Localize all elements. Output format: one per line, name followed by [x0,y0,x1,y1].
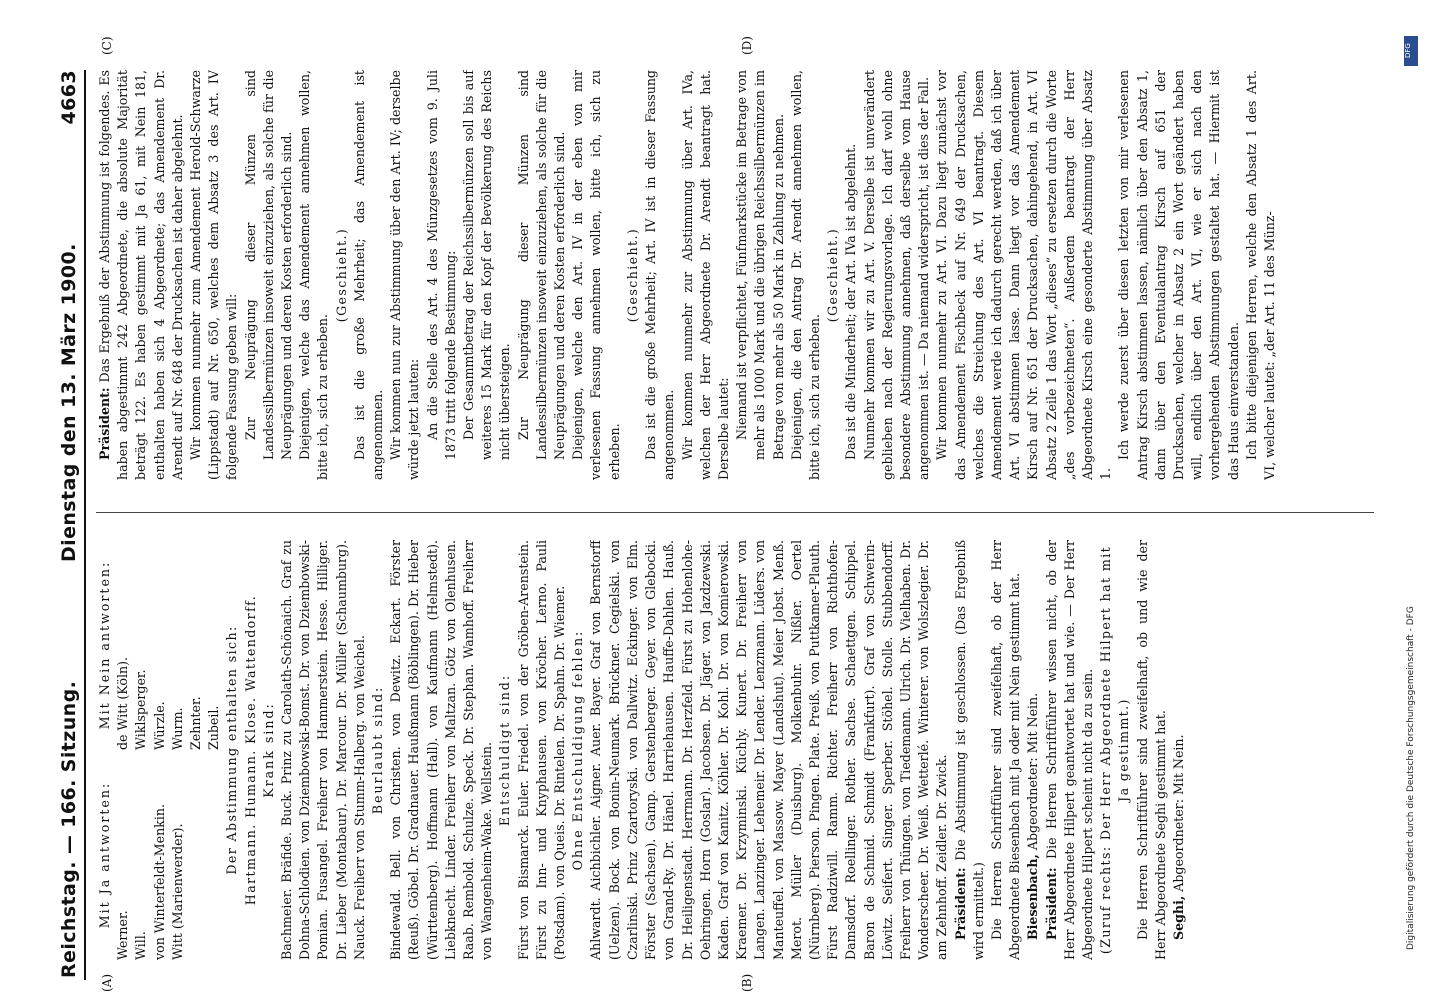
no-name: Würzle. [151,701,167,750]
no-list [96,540,223,750]
speaker: Seghi, [1170,895,1186,940]
page-header [40,70,80,978]
paragraph [1170,540,1188,960]
no-name: Zehnter. [188,696,204,750]
yes-name: Will. [133,931,149,960]
sick-names: Bachmeier. Bräfide. Buck. Prinz zu Carolath-Schönaich. Graf zu Dohna-Schlodien. von Dziembowski-Bomst. Dr. von Dziembowski-Pomian. Fusangel. Freiherr von Hammerstein. Hesse. Hilliger. Dr. Lieber (Montabaur). Dr. Marcour. Dr. Müller (Schaumburg). Nauck. Freiherr von Stumm-Halberg. von Weichel. [279,540,367,960]
dfg-sidebar [1390,30,1430,970]
paragraph: Diejenigen, die den Antrag Dr. Arendt annehmen wollen, bitte ich, sich zu erheben. [788,70,822,480]
paragraph: Wir kommen nunmehr zum Amendement Herold-Schwarze (Lippstadt) auf Nr. 650, welches dem Absatz 3 des Art. IV folgende Fassung geben will: [188,70,240,480]
paragraph-text: Abgeordneter: Mit Nein. [1025,692,1041,851]
header-rule [84,70,86,980]
no-name: Wurm. [169,707,185,750]
excused-title: Entschuldigt sind: [497,673,513,827]
paragraph: Wir kommen nunmehr zu Art. VI. Dazu liegt zunächst vor das Amendement Fischbeck auf Nr. 649 der Drucksachen, welches die Streichung des Art. VI beantragt. Diesem Amendement werde ich dadurch gerecht werden, daß ich über Art. VI abstimmen lasse. Dann liegt vor das Amendement Kirsch auf Nr. 651 der Drucksachen, dahingehend, in Art. VI Absatz 2 Zeile 1 das Wort „dieses“ zu ersetzen durch die Worte „des vorbezeichneten“. Außerdem beantragt der Herr Abgeordnete Kirsch eine gesonderte Abstimmung über Absatz 1. [934,70,1114,480]
yes-list [96,750,223,960]
paragraph: Wir kommen nun zur Abstimmung über den Art. IV; derselbe würde jetzt lauten: [388,70,422,480]
paragraph [952,540,988,960]
yes-name: Werner. [115,910,131,960]
leave-title: Beurlaubt sind: [370,685,386,815]
quoted-text: An die Stelle des Art. 4 des Münzgesetzes vom 9. Juli 1873 tritt folgende Bestimmung: [424,70,458,460]
paragraph-text: Die Abstimmung ist geschlossen. (Das Ergebniß wird ermittelt.) [952,540,986,960]
paragraph: Die Herren Schriftführer sind zweifelhaft, ob der Herr Abgeordnete Biesenbach mit Ja oder mit Nein gestimmt hat. [988,540,1023,960]
marker-a: (A) [100,973,114,992]
no-name: Wiklsperger. [133,669,149,750]
paragraph: Ich werde zuerst über diesen letzten von mir verlesenen Antrag Kirsch abstimmen lassen, nämlich über den Absatz 1, dann über den Eventualantrag Kirsch auf 651 der Drucksachen, welcher in Absatz 2 ein Wort geändert haben will, endlich über den Art. VI, wie er sich nach den vorhergehenden Abstimmungen gestaltet hat. — Hiermit ist das Haus einverstanden. [1116,70,1241,480]
paragraph: Das ist die große Mehrheit; Art. IV ist in dieser Fassung angenommen. [643,70,677,480]
excused-names: Fürst von Bismarck. Euler. Friedel. von der Gröben-Arenstein. Fürst zu Inn- und Knyphausen. von Kröcher. Lerno. Pauli (Potsdam). von Queis. Dr. Rintelen. Dr. Spahn. Dr. Wiemer. [515,540,568,960]
speaker: Biesenbach, [1025,854,1041,940]
speaker: Präsident: [97,387,112,460]
leave-names: Bindewald. Bell. von Christen. von Dewitz. Eckart. Förster (Reuß). Göbel. Dr. Gradnauer. Haußmann (Böblingen). Dr. Hieber (Württemberg). Hoffmann (Hall). von Kaufmann (Helmstedt). Liebknecht. Linder. Freiherr von Maltzan. Götz von Olenhusen. Raab. Rembold. Schulze. Speck. Dr. Stephan. Wamhoff. Freiherr von Wangenheim-Wake. Wellstein. [388,540,495,960]
quoted-text: Niemand ist verpflichtet, Fünfmarkstücke im Betrage von mehr als 1000 Mark und die übrigen Reichssilbermünzen im Betrage von mehr als 50 Mark in Zahlung zu nehmen. [734,70,786,460]
paragraph [1024,540,1042,960]
dfg-logo: DFG [1404,36,1418,66]
paragraph: Ich bitte diejenigen Herren, welche den Absatz 1 des Art. VI, welcher lautet: „der Art. 11 des Münz- [1243,70,1277,480]
paragraph: (Geschieht.) [624,227,640,323]
header-date: Dienstag den 13. März 1900. [58,243,80,562]
absent-title: Ohne Entschuldigung fehlen: [570,629,586,871]
paragraph-text: Abgeordneter: Mit Nein. [1170,734,1186,892]
marker-d: (D) [740,36,754,55]
paragraph: Das ist die große Mehrheit; das Amendement ist angenommen. [351,70,386,480]
left-column [96,540,1410,960]
no-name: Zubeil. [206,705,222,750]
absent-names: Ahlwardt. Aichbichler. Aigner. Auer. Bayer. Graf von Bernstorff (Uelzen). Bock. von Bonin-Neumark. Brückner. Cegielski. von Czarlinski. Prinz Czartoryski. von Dallwitz. Eckinger. von Elm. Förster (Sachsen). Gamp. Gerstenberger. Geyer. von Glebocki. von Grand-Ry. Dr. Hänel. Harriehausen. Hauffe-Dahlen. Hauß. Dr. Heiligenstadt. Herrmann. Dr. Herzfeld. Fürst zu Hohenlohe-Oehringen. Horn (Goslar). Jacobsen. Dr. Jäger. von Jazdzewski. Kaden. Graf von Kanitz. Köhler. Dr. Kohl. Dr. von Komierowski. Kraemer. Dr. Krzyminski. Küchly. Kunert. Dr. Freiherr von Langen. Lanzinger. Lehemeir. Dr. Lender. Lenzmann. Lüders. von Manteuffel. von Massow. Mayer (Landshut). Meier Jobst. Menß. Merot. Müller (Duisburg). Molkenbuhr. Nißler. Oertel (Nürnberg). Pierson. Pingen. Plate. Preiß. von Puttkamer-Plauth. Fürst Radziwill. Ramm. Richter. Freiherr von Richthofen-Damsdorf. Roellinger. Rother. Sachse. Schaettgen. Schippel. Baron de Schmid. Schmidt (Frankfurt). Graf von Schwerin-Löwitz. Seifert. Singer. Sperber. Stöhel. Stolle. Stubbendorff. Freiherr von Thüngen. von Tiedemann. Ulrich. Dr. Vielhaben. Dr. Vonderscheer. Dr. Weiß. Wetterlé. Winterer. von Wolszlegier. Dr. am Zehnhoff. Zeidler. Dr. Zwick. [588,540,950,960]
vote-lists [96,540,223,960]
abstain-names: Hartmann. Humann. Klose. Wattendorff. [242,594,258,906]
no-title: Mit Nein antworten: [97,560,112,730]
dfg-credit-text: Digitalisierung gefördert durch die Deutsche Forschungsgemeinschaft - DFG [1406,606,1416,950]
header-left: Reichstag. — 166. Sitzung. [58,680,80,978]
right-column [96,70,1410,480]
quoted-text: Der Gesammtbetrag der Reichssilbermünzen soll bis auf weiteres 15 Mark für den Kopf der Bevölkerung des Reichs nicht übersteigen. [461,70,513,460]
paragraph: (Geschieht.) [333,227,349,323]
abstain-title: Der Abstimmung enthalten sich: [224,625,240,875]
speaker: Präsident: [1043,867,1059,940]
yes-title: Mit Ja antworten: [97,781,112,929]
sick-title: Krank sind: [260,702,276,798]
quoted-text: Zur Neuprägung dieser Münzen sind Landessilbermünzen insoweit einzuziehen, als solche für die Neuprägungen und deren Kosten erforderlich sind. [242,70,295,460]
paragraph [96,70,187,480]
paragraph-text: Die Herren Schriftführer wissen nicht, ob der Herr Abgeordnete Hilpert geantwortet hat und wie. — Der Herr Abgeordnete Hilpert scheint nicht da zu sein. [1043,540,1095,960]
paragraph: (Geschieht.) [825,227,841,323]
paragraph: (Zuruf rechts: Der Herr Abgeordnete Hilpert hat mit Ja gestimmt.) [1098,545,1132,955]
yes-name: von Winterfeldt-Menkin. [151,804,167,960]
yes-name: Witt (Marienwerder). [169,823,185,960]
paragraph: Diejenigen, welche das Amendement annehmen wollen, bitte ich, sich zu erheben. [297,70,331,480]
paragraph: Nunmehr kommen wir zu Art. V. Derselbe ist unverändert geblieben nach der Regierungsvorlage. Ich darf wohl ohne besondere Abstimmung annehmen, daß derselbe vom Hause angenommen ist. — Da niemand widerspricht, ist dies der Fall. [861,70,932,480]
paragraph: Das ist die Minderheit; der Art. IVa ist abgelehnt. [843,143,859,460]
page-number: 4663 [58,70,80,125]
paragraph [1043,540,1098,960]
column-divider [96,512,1374,513]
paragraph: Wir kommen nunmehr zur Abstimmung über Art. IVa, welchen der Herr Abgeordnete Dr. Arendt beantragt hat. Derselbe lautet: [679,70,731,480]
speaker: Präsident: [952,867,968,940]
paragraph-text: Das Ergebniß der Abstimmung ist folgendes. Es haben abgestimmt 242 Abgeordnete, die absolute Majorität beträgt 122. Es haben gestimmt mit Ja 61, mit Nein 181, enthalten haben sich 4 Abgeordnete; das Amendement Dr. Arendt auf Nr. 648 der Drucksachen ist daher abgelehnt. [97,70,185,480]
paragraph: Die Herren Schriftführer sind zweifelhaft, ob und wie der Herr Abgeordnete Seghi gestimmt hat. [1134,540,1168,960]
no-name: de Witt (Köln). [115,656,131,750]
paragraph: Diejenigen, welche den Art. IV in der eben von mir verlesenen Fassung annehmen wollen, bitte ich, sich zu erheben. [570,70,622,480]
marker-c: (C) [100,36,114,55]
marker-b: (B) [740,973,754,992]
quoted-text: Zur Neuprägung dieser Münzen sind Landessilbermünzen insoweit einzuziehen, als solche für die Neuprägungen und deren Kosten erforderlich sind. [515,70,568,460]
